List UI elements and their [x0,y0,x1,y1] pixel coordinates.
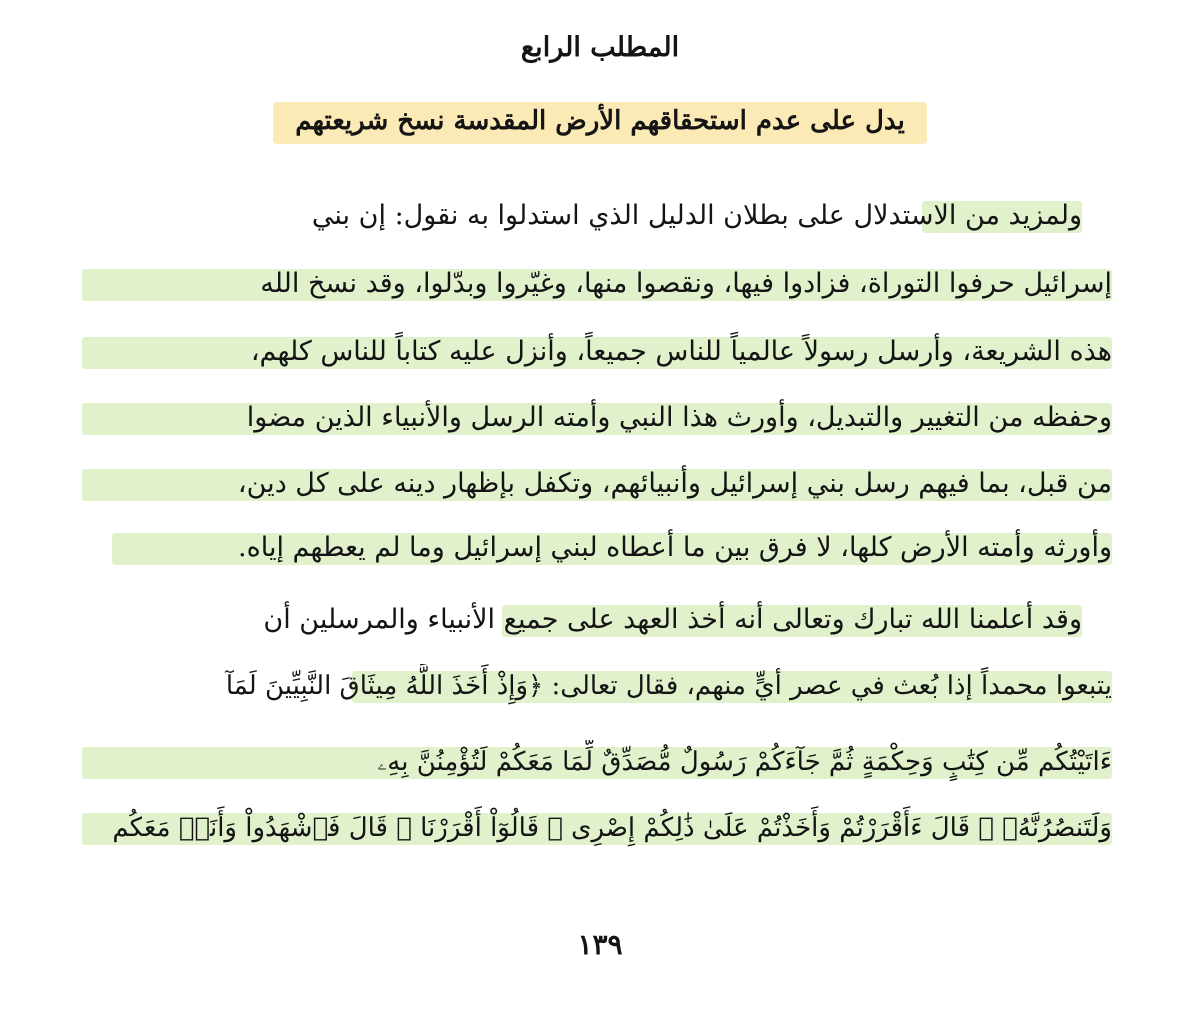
line-text: إسرائيل حرفوا التوراة، فزادوا فيها، ونقصوا منها، وغيّروا وبدّلوا، وقد نسخ الله [260,268,1112,299]
page-number: ١٣٩ [577,928,623,961]
paragraph1-line-2 [82,262,1112,306]
paragraph1-line-5 [82,462,1112,506]
paragraph1-line-4 [82,396,1112,440]
line-text: من قبل، بما فيهم رسل بني إسرائيل وأنبيائهم، وتكفل بإظهار دينه على كل دين، [237,468,1112,499]
section-subtitle: يدل على عدم استحقاقهم الأرض المقدسة نسخ شريعتهم [273,102,927,144]
paragraph2-line-1 [82,598,1082,642]
section-subtitle-wrap [0,102,1200,144]
section-title: المطلب الرابع [520,32,680,63]
line-text: ءَاتَيْتُكُم مِّن كِتَٰبٍ وَحِكْمَةٍ ثُمَّ جَآءَكُمْ رَسُولٌ مُّصَدِّقٌ لِّمَا مَعَكُمْ لَتُؤْمِنُنَّ بِهِۦ [377,747,1112,777]
paragraph1-line-1 [82,194,1082,238]
paragraph2-line-2 [82,664,1112,708]
paragraph2-line-3 [82,740,1112,784]
line-text: هذه الشريعة، وأرسل رسولاً عالمياً للناس جميعاً، وأنزل عليه كتاباً للناس كلهم، [250,336,1112,367]
line-text: وأورثه وأمته الأرض كلها، لا فرق بين ما أعطاه لبني إسرائيل وما لم يعطهم إياه. [238,532,1112,563]
line-text: يتبعوا محمداً إذا بُعث في عصر أيٍّ منهم، فقال تعالى: ﴿وَإِذْ أَخَذَ اللَّهُ مِيثَاقَ النَّبِيِّينَ لَمَآ [225,671,1112,701]
line-text: وَلَتَنصُرُنَّهُۥ ۚ قَالَ ءَأَقْرَرْتُمْ وَأَخَذْتُمْ عَلَىٰ ذَٰلِكُمْ إِصْرِى ۖ قَالُوٓاْ أَقْرَرْنَا ۚ قَالَ فَٱشْهَدُواْ وَأَنَا۠ مَعَكُم [112,813,1112,843]
paragraph1-line-6 [82,526,1112,570]
paragraph2-line-4 [82,806,1112,850]
line-text: وحفظه من التغيير والتبديل، وأورث هذا النبي وأمته الرسل والأنبياء الذين مضوا [246,402,1112,433]
paragraph1-line-3 [82,330,1112,374]
line-text: وقد أعلمنا الله تبارك وتعالى أنه أخذ العهد على جميع الأنبياء والمرسلين أن [263,604,1082,635]
line-text: ولمزيد من الاستدلال على بطلان الدليل الذي استدلوا به نقول: إن بني [311,200,1082,231]
